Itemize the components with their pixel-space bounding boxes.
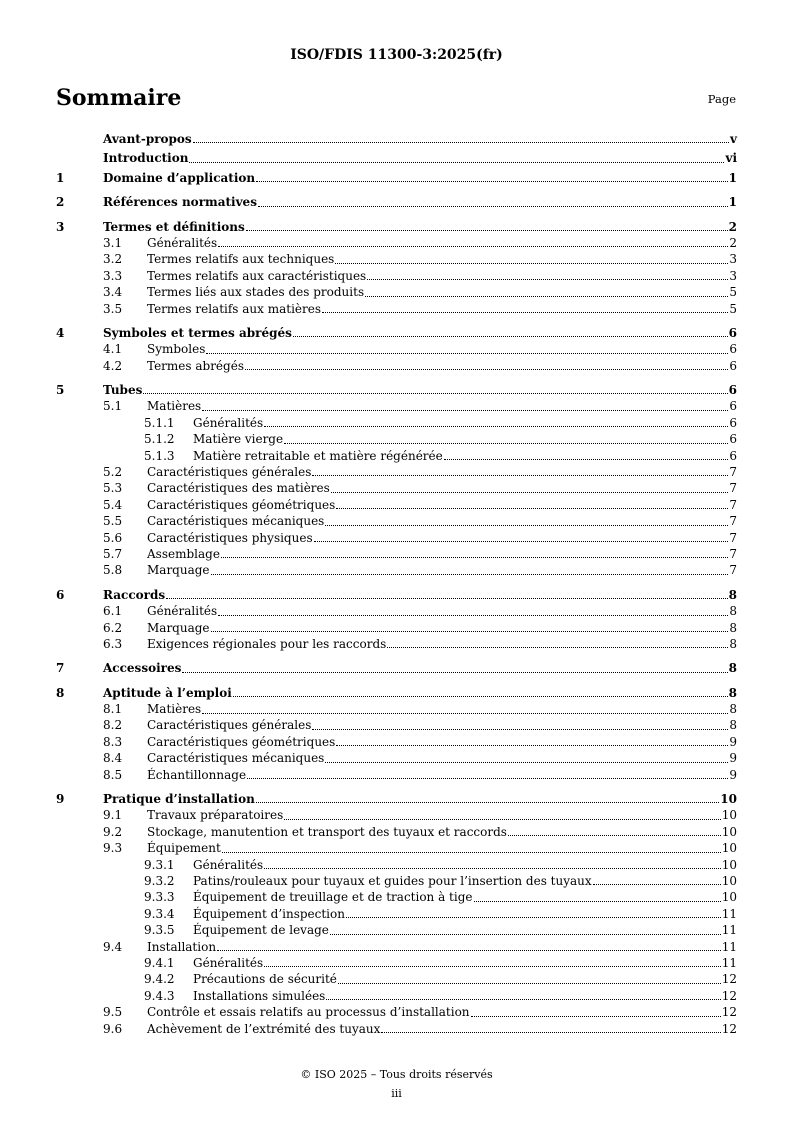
toc-entry-page[interactable]: 6	[729, 415, 737, 430]
toc-entry-page[interactable]: 12	[721, 1021, 737, 1036]
toc-dot-leader	[444, 459, 729, 460]
toc-dot-leader	[336, 508, 728, 509]
toc-entry[interactable]	[56, 603, 737, 619]
toc-entry[interactable]	[56, 824, 737, 840]
toc-entry[interactable]	[56, 513, 737, 529]
toc-entry-page[interactable]: 7	[729, 563, 737, 578]
toc-entry-title[interactable]: Caractéristiques géométriques	[147, 497, 336, 512]
toc-entry-title[interactable]: Aptitude à l’emploi	[103, 685, 232, 700]
toc-entry-title[interactable]: Installation	[147, 939, 217, 954]
toc-entry-title[interactable]: Matière retraitable et matière régénérée	[193, 448, 443, 463]
toc-entry-title[interactable]: Patins/rouleaux pour tuyaux et guides pour l’insertion des tuyaux	[193, 874, 592, 888]
toc-entry-title[interactable]: Termes liés aux stades des produits	[147, 285, 365, 300]
toc-entry-page[interactable]: 11	[721, 955, 737, 970]
toc-entry[interactable]	[56, 382, 737, 398]
toc-entry-title[interactable]: Caractéristiques mécaniques	[147, 751, 325, 766]
toc-entry-page[interactable]: 11	[721, 906, 737, 921]
toc-dot-leader	[365, 296, 728, 297]
toc-entry-number: 5.1.3	[144, 448, 175, 463]
toc-entry-page[interactable]: 7	[729, 530, 737, 545]
toc-entry-page[interactable]: 7	[729, 497, 737, 512]
toc-entry-number: 4	[56, 325, 65, 340]
toc-entry-title[interactable]: Marquage	[147, 563, 210, 578]
table-of-contents	[56, 131, 737, 1037]
toc-entry-title[interactable]: Contrôle et essais relatifs au processus d’installation	[147, 1005, 470, 1020]
toc-entry-page[interactable]: 1	[728, 170, 737, 185]
toc-entry-number: 8.3	[103, 734, 123, 749]
toc-entry-number: 4.1	[103, 342, 123, 357]
toc-entry-page[interactable]: 10	[721, 857, 737, 872]
toc-entry-title[interactable]: Généralités	[147, 235, 218, 250]
toc-entry-title[interactable]: Équipement	[147, 841, 221, 856]
toc-entry-number: 5.6	[103, 530, 123, 545]
toc-entry-page[interactable]: 8	[729, 620, 737, 635]
toc-dot-leader	[312, 729, 728, 730]
toc-entry[interactable]	[56, 1021, 737, 1037]
page-title: Sommaire	[56, 85, 182, 111]
toc-entry-page[interactable]: 8	[728, 685, 737, 700]
toc-entry[interactable]	[56, 562, 737, 578]
toc-entry-number: 8.2	[103, 718, 123, 733]
toc-dot-leader	[211, 631, 729, 632]
toc-entry[interactable]	[56, 701, 737, 717]
toc-entry[interactable]	[56, 620, 737, 636]
toc-entry-title[interactable]: Introduction	[103, 151, 189, 166]
toc-dot-leader	[367, 279, 728, 280]
toc-entry-page[interactable]: 12	[721, 988, 737, 1003]
toc-dot-leader	[233, 696, 728, 697]
toc-entry-page[interactable]: 10	[721, 824, 737, 839]
toc-entry[interactable]	[56, 219, 737, 235]
toc-entry[interactable]	[56, 325, 737, 341]
toc-entry-title[interactable]: Matières	[147, 702, 202, 717]
toc-dot-leader	[325, 762, 728, 763]
toc-dot-leader	[314, 541, 729, 542]
toc-dot-leader	[189, 162, 724, 163]
toc-entry-title[interactable]: Généralités	[193, 415, 264, 430]
toc-entry[interactable]	[56, 807, 737, 823]
toc-entry[interactable]	[56, 636, 737, 652]
toc-entry-title[interactable]: Caractéristiques générales	[147, 465, 312, 480]
toc-entry-page[interactable]: 5	[729, 285, 737, 300]
toc-entry-number: 5	[56, 383, 65, 398]
toc-entry-title[interactable]: Raccords	[103, 587, 166, 602]
toc-entry-page[interactable]: 8	[729, 702, 737, 717]
toc-entry-page[interactable]: 6	[729, 448, 737, 463]
toc-dot-leader	[218, 615, 728, 616]
toc-entry[interactable]	[56, 922, 737, 938]
toc-entry-title[interactable]: Achèvement de l’extrémité des tuyaux	[147, 1021, 381, 1036]
toc-dot-leader	[202, 713, 728, 714]
toc-entry-page[interactable]: 2	[728, 219, 737, 234]
toc-dot-leader	[246, 230, 728, 231]
toc-entry-page[interactable]: 2	[729, 235, 737, 250]
toc-dot-leader	[143, 393, 727, 394]
toc-entry-title[interactable]: Accessoires	[103, 661, 182, 676]
toc-entry-number: 9.4.1	[144, 955, 175, 970]
toc-entry-title[interactable]: Équipement de levage	[193, 923, 329, 938]
toc-entry-number: 3	[56, 219, 65, 234]
toc-dot-leader	[381, 1032, 720, 1033]
toc-entry-title[interactable]: Équipement de treuillage et de traction à tige	[193, 890, 473, 905]
toc-dot-leader	[474, 901, 721, 902]
toc-entry-number: 6.1	[103, 604, 123, 619]
toc-dot-leader	[193, 142, 729, 143]
toc-entry[interactable]	[56, 284, 737, 300]
copyright-notice: © ISO 2025 – Tous droits réservés	[300, 1068, 493, 1081]
toc-entry-number: 9.4	[103, 939, 123, 954]
toc-dot-leader	[284, 819, 720, 820]
toc-dot-leader	[325, 525, 728, 526]
toc-entry-number: 9	[56, 792, 65, 807]
toc-entry-number: 5.5	[103, 514, 123, 529]
toc-entry[interactable]	[56, 268, 737, 284]
toc-entry-title[interactable]: Symboles et termes abrégés	[103, 325, 292, 340]
toc-entry[interactable]	[56, 235, 737, 251]
toc-entry[interactable]	[56, 448, 737, 464]
toc-entry-page[interactable]: 7	[729, 481, 737, 496]
toc-dot-leader	[284, 443, 728, 444]
toc-entry-number: 9.3.5	[144, 923, 175, 938]
toc-entry-page[interactable]: 10	[721, 890, 737, 905]
toc-entry[interactable]	[56, 341, 737, 357]
toc-entry-number: 2	[56, 195, 65, 210]
toc-entry-number: 8.4	[103, 751, 123, 766]
toc-entry-number: 8.1	[103, 702, 123, 717]
toc-entry-page[interactable]: 11	[721, 939, 737, 954]
toc-entry-number: 9.1	[103, 808, 123, 823]
toc-entry-title[interactable]: Caractéristiques géométriques	[147, 734, 336, 749]
toc-dot-leader	[331, 492, 729, 493]
toc-dot-leader	[206, 353, 728, 354]
toc-entry-page[interactable]: 10	[721, 808, 737, 823]
toc-dot-leader	[258, 206, 728, 207]
toc-entry-title[interactable]: Termes relatifs aux techniques	[147, 252, 335, 267]
toc-entry[interactable]	[56, 840, 737, 856]
toc-entry-title[interactable]: Termes et définitions	[103, 219, 245, 234]
toc-entry-title[interactable]: Équipement d’inspection	[193, 906, 345, 921]
toc-entry[interactable]	[56, 464, 737, 480]
toc-entry-page[interactable]: vi	[725, 151, 737, 166]
toc-entry-title[interactable]: Pratique d’installation	[103, 792, 255, 807]
toc-entry-number: 8	[56, 685, 65, 700]
toc-entry[interactable]	[56, 660, 737, 676]
toc-entry-title[interactable]: Précautions de sécurité	[193, 972, 337, 987]
toc-entry-page[interactable]: 6	[729, 399, 737, 414]
toc-entry[interactable]	[56, 301, 737, 317]
toc-dot-leader	[336, 745, 728, 746]
toc-entry-title[interactable]: Échantillonnage	[147, 767, 247, 782]
toc-entry-number: 5.1	[103, 399, 123, 414]
toc-entry-number: 9.3.1	[144, 857, 175, 872]
toc-dot-leader	[471, 1016, 721, 1017]
toc-entry-page[interactable]: 3	[729, 268, 737, 283]
toc-entry-number: 9.3.2	[144, 874, 175, 888]
toc-dot-leader	[256, 802, 719, 803]
toc-entry[interactable]	[56, 398, 737, 414]
toc-entry-number: 3.4	[103, 285, 123, 300]
toc-entry-number: 3.2	[103, 252, 123, 267]
toc-entry-number: 3.3	[103, 268, 123, 283]
toc-entry-number: 9.3.3	[144, 890, 175, 905]
toc-entry[interactable]	[56, 358, 737, 374]
toc-dot-leader	[264, 426, 728, 427]
toc-entry-number: 9.3.4	[144, 906, 175, 921]
toc-entry[interactable]	[56, 497, 737, 513]
toc-entry-page[interactable]: 6	[728, 383, 737, 398]
toc-entry-title[interactable]: Caractéristiques mécaniques	[147, 514, 325, 529]
toc-entry-number: 6.3	[103, 636, 123, 651]
toc-entry-title[interactable]: Tubes	[103, 383, 143, 398]
toc-entry-number: 9.5	[103, 1005, 123, 1020]
toc-entry-number: 9.4.3	[144, 988, 175, 1003]
toc-entry-title[interactable]: Avant-propos	[103, 131, 192, 146]
toc-dot-leader	[202, 410, 728, 411]
toc-entry-number: 8.5	[103, 767, 123, 782]
toc-entry-number: 7	[56, 661, 65, 676]
toc-entry-page[interactable]: 8	[729, 604, 737, 619]
toc-entry-title[interactable]: Généralités	[147, 604, 218, 619]
toc-entry-number: 6.2	[103, 620, 123, 635]
toc-dot-leader	[218, 246, 728, 247]
toc-entry-title[interactable]: Termes relatifs aux caractéristiques	[147, 268, 367, 283]
toc-entry[interactable]	[56, 415, 737, 431]
toc-entry-title[interactable]: Caractéristiques des matières	[147, 481, 330, 496]
toc-entry[interactable]	[56, 587, 737, 603]
toc-entry-page[interactable]: 12	[721, 972, 737, 987]
toc-entry[interactable]	[56, 734, 737, 750]
toc-entry-title[interactable]: Références normatives	[103, 195, 257, 210]
toc-entry-number: 5.3	[103, 481, 123, 496]
toc-entry-number: 5.2	[103, 465, 123, 480]
toc-entry-page[interactable]: 9	[729, 767, 737, 782]
toc-entry[interactable]	[56, 906, 737, 922]
toc-entry-number: 9.3	[103, 841, 123, 856]
toc-entry[interactable]	[56, 431, 737, 447]
toc-entry-number: 9.4.2	[144, 972, 175, 987]
toc-entry-title[interactable]: Matières	[147, 399, 202, 414]
toc-dot-leader	[221, 557, 728, 558]
toc-dot-leader	[222, 852, 721, 853]
toc-entry-number: 4.2	[103, 358, 123, 373]
toc-entry-title[interactable]: Caractéristiques physiques	[147, 530, 313, 545]
toc-dot-leader	[335, 263, 728, 264]
toc-dot-leader	[264, 966, 721, 967]
toc-entry-title[interactable]: Installations simulées	[193, 988, 326, 1003]
toc-dot-leader	[326, 999, 720, 1000]
toc-entry-title[interactable]: Symboles	[147, 342, 206, 357]
toc-entry-title[interactable]: Termes relatifs aux matières	[147, 301, 322, 316]
toc-entry-title[interactable]: Caractéristiques générales	[147, 718, 312, 733]
toc-entry-number: 1	[56, 170, 65, 185]
toc-entry[interactable]	[56, 131, 737, 147]
toc-entry-number: 3.5	[103, 301, 123, 316]
toc-entry-page[interactable]: 10	[720, 792, 737, 807]
toc-entry-number: 5.8	[103, 563, 123, 578]
toc-entry[interactable]	[56, 530, 737, 546]
toc-entry-page[interactable]: 3	[729, 252, 737, 267]
toc-entry-page[interactable]: 7	[729, 465, 737, 480]
toc-entry-title[interactable]: Exigences régionales pour les raccords	[147, 636, 387, 651]
toc-dot-leader	[211, 574, 729, 575]
toc-entry-number: 9.2	[103, 824, 123, 839]
toc-entry[interactable]	[56, 750, 737, 766]
toc-entry[interactable]	[56, 955, 737, 971]
document-header: ISO/FDIS 11300-3:2025(fr)	[290, 47, 503, 63]
toc-entry-title[interactable]: Assemblage	[147, 546, 220, 561]
toc-entry-title[interactable]: Marquage	[147, 620, 210, 635]
toc-entry-number: 9.6	[103, 1021, 123, 1036]
toc-entry-page[interactable]: 12	[721, 1005, 737, 1020]
toc-entry-number: 6	[56, 587, 65, 602]
toc-entry[interactable]	[56, 546, 737, 562]
toc-dot-leader	[387, 647, 728, 648]
toc-entry[interactable]	[56, 873, 737, 889]
toc-entry-page[interactable]: 8	[728, 661, 737, 676]
toc-entry[interactable]	[56, 971, 737, 987]
toc-entry-number: 5.1.2	[144, 432, 175, 447]
toc-entry[interactable]	[56, 718, 737, 734]
toc-entry[interactable]	[56, 939, 737, 955]
toc-entry-page[interactable]: 9	[729, 751, 737, 766]
toc-entry[interactable]	[56, 791, 737, 807]
toc-entry-title[interactable]: Généralités	[193, 955, 264, 970]
toc-entry[interactable]	[56, 857, 737, 873]
page-number: iii	[391, 1087, 402, 1100]
toc-entry-title[interactable]: Travaux préparatoires	[147, 808, 284, 823]
toc-dot-leader	[338, 983, 721, 984]
toc-entry-page[interactable]: 5	[729, 301, 737, 316]
toc-entry-page[interactable]: 6	[729, 358, 737, 373]
toc-entry-page[interactable]: 11	[721, 923, 737, 938]
toc-entry[interactable]	[56, 170, 737, 186]
toc-entry-page[interactable]: 1	[728, 195, 737, 210]
toc-dot-leader	[166, 598, 728, 599]
toc-dot-leader	[322, 312, 728, 313]
toc-entry[interactable]	[56, 194, 737, 210]
toc-entry[interactable]	[56, 251, 737, 267]
toc-dot-leader	[330, 934, 721, 935]
toc-entry-title[interactable]: Termes abrégés	[147, 358, 244, 373]
toc-entry-title[interactable]: Généralités	[193, 857, 264, 872]
toc-entry-page[interactable]: 9	[729, 734, 737, 749]
toc-entry-page[interactable]: v	[730, 131, 737, 146]
toc-dot-leader	[346, 917, 721, 918]
toc-entry[interactable]	[56, 685, 737, 701]
toc-dot-leader	[593, 884, 721, 885]
toc-entry-page[interactable]: 7	[729, 514, 737, 529]
toc-entry-page[interactable]: 10	[721, 874, 737, 888]
toc-entry-page[interactable]: 10	[721, 841, 737, 856]
toc-dot-leader	[256, 181, 728, 182]
toc-entry-page[interactable]: 8	[729, 718, 737, 733]
toc-entry[interactable]	[56, 480, 737, 496]
toc-dot-leader	[247, 778, 728, 779]
toc-entry[interactable]	[56, 767, 737, 783]
toc-entry[interactable]	[56, 150, 737, 166]
toc-dot-leader	[182, 672, 727, 673]
toc-entry-number: 5.4	[103, 497, 123, 512]
toc-dot-leader	[508, 835, 721, 836]
toc-entry-page[interactable]: 6	[729, 432, 737, 447]
toc-dot-leader	[312, 475, 728, 476]
toc-entry-page[interactable]: 6	[728, 325, 737, 340]
page-column-label: Page	[707, 92, 736, 106]
toc-entry-number: 3.1	[103, 235, 123, 250]
toc-entry-page[interactable]: 8	[729, 636, 737, 651]
toc-entry-title[interactable]: Matière vierge	[193, 432, 284, 447]
toc-dot-leader	[217, 950, 721, 951]
toc-dot-leader	[264, 868, 721, 869]
toc-entry[interactable]	[56, 889, 737, 905]
toc-entry-number: 5.7	[103, 546, 123, 561]
toc-dot-leader	[293, 336, 728, 337]
toc-entry[interactable]	[56, 1004, 737, 1020]
toc-entry-page[interactable]: 6	[729, 342, 737, 357]
toc-entry[interactable]	[56, 988, 737, 1004]
toc-entry-title[interactable]: Stockage, manutention et transport des tuyaux et raccords	[147, 824, 507, 839]
toc-entry-number: 5.1.1	[144, 415, 175, 430]
toc-entry-page[interactable]: 7	[729, 546, 737, 561]
toc-dot-leader	[245, 369, 728, 370]
toc-entry-page[interactable]: 8	[728, 587, 737, 602]
toc-entry-title[interactable]: Domaine d’application	[103, 170, 256, 185]
